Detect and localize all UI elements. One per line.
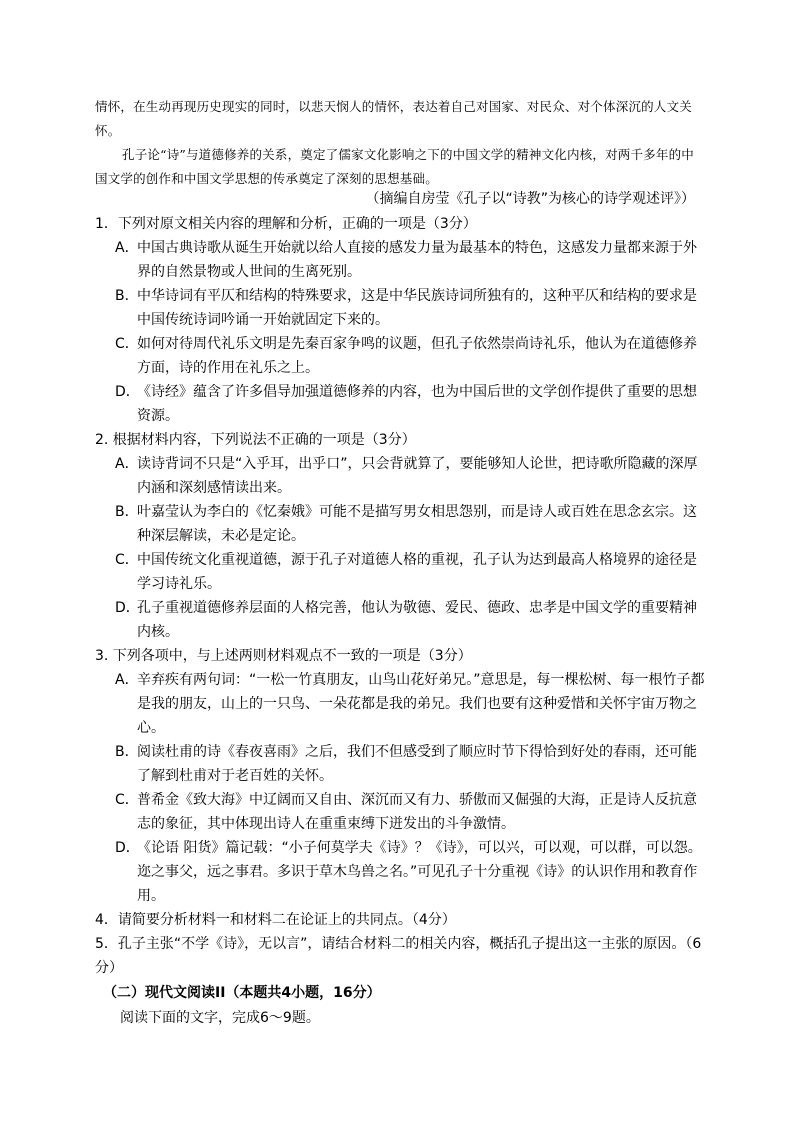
option-label: C．: [115, 792, 139, 808]
section-instruction: 阅读下面的文字，完成6～9题。: [120, 1010, 320, 1026]
question-stem: 3. 下列各项中，与上述两则材料观点不一致的一项是（3分）: [95, 648, 472, 664]
option-a: [115, 236, 705, 284]
option-b: [115, 500, 705, 548]
option-text: 中国传统文化重视道德，源于孔子对道德人格的重视，孔子认为达到最高人格境界的途径是学习诗礼乐。: [137, 552, 697, 592]
option-text: 孔子重视道德修养层面的人格完善，他认为敬德、爱民、德政、忠孝是中国文学的重要精神内核。: [137, 600, 697, 640]
option-a: [115, 452, 705, 500]
question-list: [95, 212, 705, 1030]
option-label: D．: [115, 600, 140, 616]
question-stem: 4．请简要分析材料一和材料二在论证上的共同点。（4分）: [95, 912, 456, 928]
question-stem: 2. 根据材料内容，下列说法不正确的一项是（3分）: [95, 432, 416, 448]
option-b: [115, 284, 705, 332]
passage-paragraph-2: 孔子论“诗”与道德修养的关系，奠定了儒家文化影响之下的中国文学的精神文化内核，对两千多年的中国文学的创作和中国文学思想的传承奠定了深刻的思想基础。: [95, 147, 694, 186]
section-title: （二）现代文阅读II（本题共4小题，16分）: [103, 985, 381, 1001]
question-1: [95, 212, 705, 428]
option-text: 阅读杜甫的诗《春夜喜雨》之后，我们不但感受到了顺应时节下得恰到好处的春雨，还可能了解到杜甫对于老百姓的关怀。: [137, 744, 697, 784]
option-b: [115, 740, 705, 788]
option-label: A．: [115, 672, 139, 688]
option-text: 如何对待周代礼乐文明是先秦百家争鸣的议题，但孔子依然崇尚诗礼乐，他认为在道德修养方面，诗的作用在礼乐之上。: [137, 336, 697, 376]
question-stem: 1．下列对原文相关内容的理解和分析，正确的一项是（3分）: [95, 216, 477, 232]
option-text: 中华诗词有平仄和结构的特殊要求，这是中华民族诗词所独有的，这种平仄和结构的要求是中国传统诗词吟诵一开始就固定下来的。: [137, 288, 697, 328]
option-label: B．: [115, 744, 139, 760]
option-text: 叶嘉莹认为李白的《忆秦娥》可能不是描写男女相思怨别，而是诗人或百姓在思念玄宗。这种深层解读，未必是定论。: [137, 504, 697, 544]
passage-source: （摘编自房莹《孔子以“诗教”为核心的诗学观述评》）: [365, 191, 695, 207]
option-text: 中国古典诗歌从诞生开始就以给人直接的感发力量为最基本的特色，这感发力量都来源于外界的自然景物或人世间的生离死别。: [137, 240, 697, 280]
option-c: [115, 548, 705, 596]
option-text: 普希金《致大海》中辽阔而又自由、深沉而又有力、骄傲而又倔强的大海，正是诗人反抗意志的象征，其中体现出诗人在重重束缚下迸发出的斗争激情。: [137, 792, 697, 832]
passage-paragraph-1: 情怀，在生动再现历史现实的同时，以悲天悯人的情怀，表达着自己对国家、对民众、对个体深沉的人文关怀。: [95, 99, 692, 138]
option-text: 读诗背词不只是“入乎耳，出乎口”，只会背就算了，要能够知人论世，把诗歌所隐藏的深厚内涵和深刻感情读出来。: [137, 456, 698, 496]
option-d: [115, 380, 705, 428]
question-4: [95, 908, 705, 932]
option-text: 辛弃疾有两句词：“一松一竹真朋友，山鸟山花好弟兄。”意思是，每一棵松树、每一根竹子都是我的朋友，山上的一只鸟、一朵花都是我的弟兄。我们也要有这种爱惜和关怀宇宙万物之心。: [137, 672, 705, 736]
question-stem: 5．孔子主张“不学《诗》，无以言”，请结合材料二的相关内容，概括孔子提出这一主张的原因。（6分）: [95, 936, 702, 976]
question-2: [95, 428, 705, 644]
option-d: [115, 596, 705, 644]
option-label: C．: [115, 336, 139, 352]
option-label: D．: [115, 384, 140, 400]
option-d: [115, 836, 705, 908]
option-label: C．: [115, 552, 139, 568]
option-c: [115, 332, 705, 380]
question-5: [95, 932, 705, 980]
question-3: [95, 644, 705, 908]
option-label: B．: [115, 504, 139, 520]
option-label: D．: [115, 840, 140, 856]
option-c: [115, 788, 705, 836]
option-label: A．: [115, 240, 139, 256]
option-text: 《论语 阳货》篇记载：“小子何莫学夫《诗》？《诗》，可以兴，可以观，可以群，可以怨。迩之事父，远之事君。多识于草木鸟兽之名。”可见孔子十分重视《诗》的认识作用和教育作用。: [137, 840, 702, 904]
option-label: A．: [115, 456, 139, 472]
option-text: 《诗经》蕴含了许多倡导加强道德修养的内容，也为中国后世的文学创作提供了重要的思想资源。: [137, 384, 697, 424]
option-label: B．: [115, 288, 139, 304]
option-a: [115, 668, 705, 740]
